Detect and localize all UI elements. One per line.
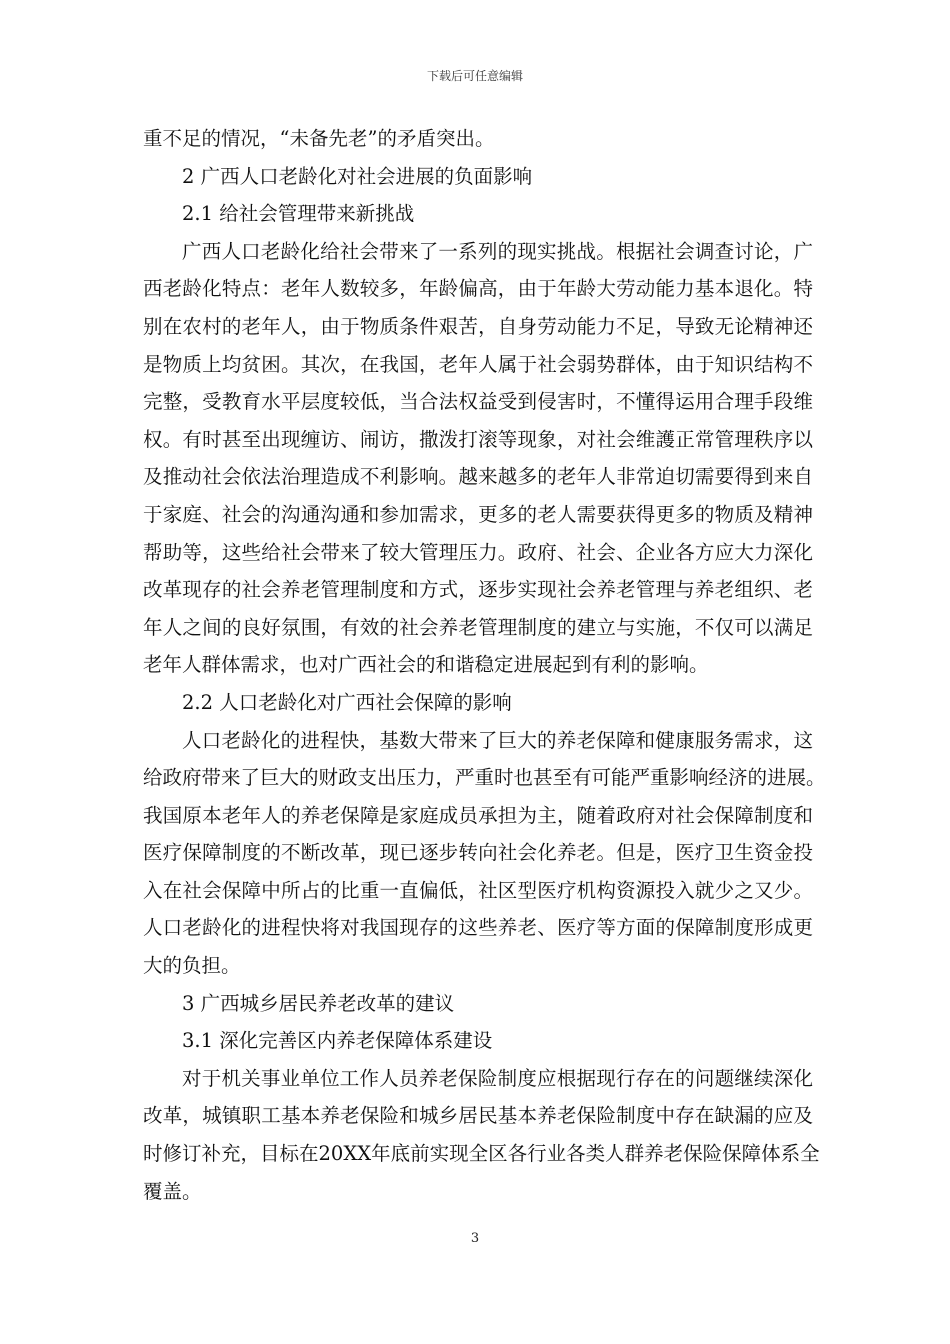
text-line: 入在社会保障中所占的比重一直偏低，社区型医疗机构资源投入就少之又少。 (143, 878, 813, 902)
text-line: 别在农村的老年人，由于物质条件艰苦，自身劳动能力不足，导致无论精神还 (143, 314, 813, 338)
text-line: 大的负担。 (143, 954, 241, 978)
text-line: 人口老龄化的进程快将对我国现存的这些养老、医疗等方面的保障制度形成更 (143, 916, 813, 940)
text-line: 改革现存的社会养老管理制度和方式，逐步实现社会养老管理与养老组织、老 (143, 578, 813, 602)
text-line: 时修订补充，目标在20XX年底前实现全区各行业各类人群养老保险保障体系全 (143, 1142, 820, 1166)
text-line: 3.1 深化完善区内养老保障体系建设 (182, 1029, 493, 1053)
text-line: 年人之间的良好氛围，有效的社会养老管理制度的建立与实施，不仅可以满足 (143, 615, 813, 639)
text-line: 老年人群体需求，也对广西社会的和谐稳定进展起到有利的影响。 (143, 653, 709, 677)
body-text (143, 120, 826, 1210)
text-line: 权。有时甚至出现缠访、闹访，撒泼打滚等现象，对社会维護正常管理秩序以 (143, 427, 813, 451)
text-line: 2.1 给社会管理带来新挑战 (182, 202, 415, 226)
text-line: 3 广西城乡居民养老改革的建议 (182, 991, 455, 1015)
text-line: 完整，受教育水平层度较低，当合法权益受到侵害时，不懂得运用合理手段维 (143, 390, 813, 414)
text-line: 对于机关事业单位工作人员养老保险制度应根据现行存在的问题继续深化 (182, 1066, 813, 1090)
text-line: 是物质上均贫困。其次，在我国，老年人属于社会弱势群体，由于知识结构不 (143, 352, 813, 376)
text-line: 我国原本老年人的养老保障是家庭成员承担为主，随着政府对社会保障制度和 (143, 803, 813, 827)
page-number: 3 (470, 1231, 480, 1246)
text-line: 覆盖。 (143, 1179, 202, 1203)
text-line: 2.2 人口老龄化对广西社会保障的影响 (182, 690, 512, 714)
text-line: 改革，城镇职工基本养老保险和城乡居民基本养老保险制度中存在缺漏的应及 (143, 1104, 813, 1128)
text-line: 广西人口老龄化给社会带来了一系列的现实挑战。根据社会调查讨论，广 (182, 239, 813, 263)
text-line: 2 广西人口老龄化对社会进展的负面影响 (182, 164, 533, 188)
text-line: 人口老龄化的进程快，基数大带来了巨大的养老保障和健康服务需求，这 (182, 728, 813, 752)
text-line: 于家庭、社会的沟通沟通和参加需求，更多的老人需要获得更多的物质及精神 (143, 502, 813, 526)
text-line: 给政府带来了巨大的财政支出压力，严重时也甚至有可能严重影响经济的进展。 (143, 766, 826, 790)
text-line: 医疗保障制度的不断改革，现已逐步转向社会化养老。但是，医疗卫生资金投 (143, 841, 813, 865)
text-line: 西老龄化特点：老年人数较多，年龄偏高，由于年龄大劳动能力基本退化。特 (143, 277, 813, 301)
page-header: 下载后可任意编辑 (426, 69, 523, 83)
text-line: 重不足的情况，“未备先老”的矛盾突出。 (143, 127, 495, 150)
text-line: 帮助等，这些给社会带来了较大管理压力。政府、社会、企业各方应大力深化 (143, 540, 813, 564)
text-line: 及推动社会依法治理造成不利影响。越来越多的老年人非常迫切需要得到来自 (143, 465, 813, 489)
